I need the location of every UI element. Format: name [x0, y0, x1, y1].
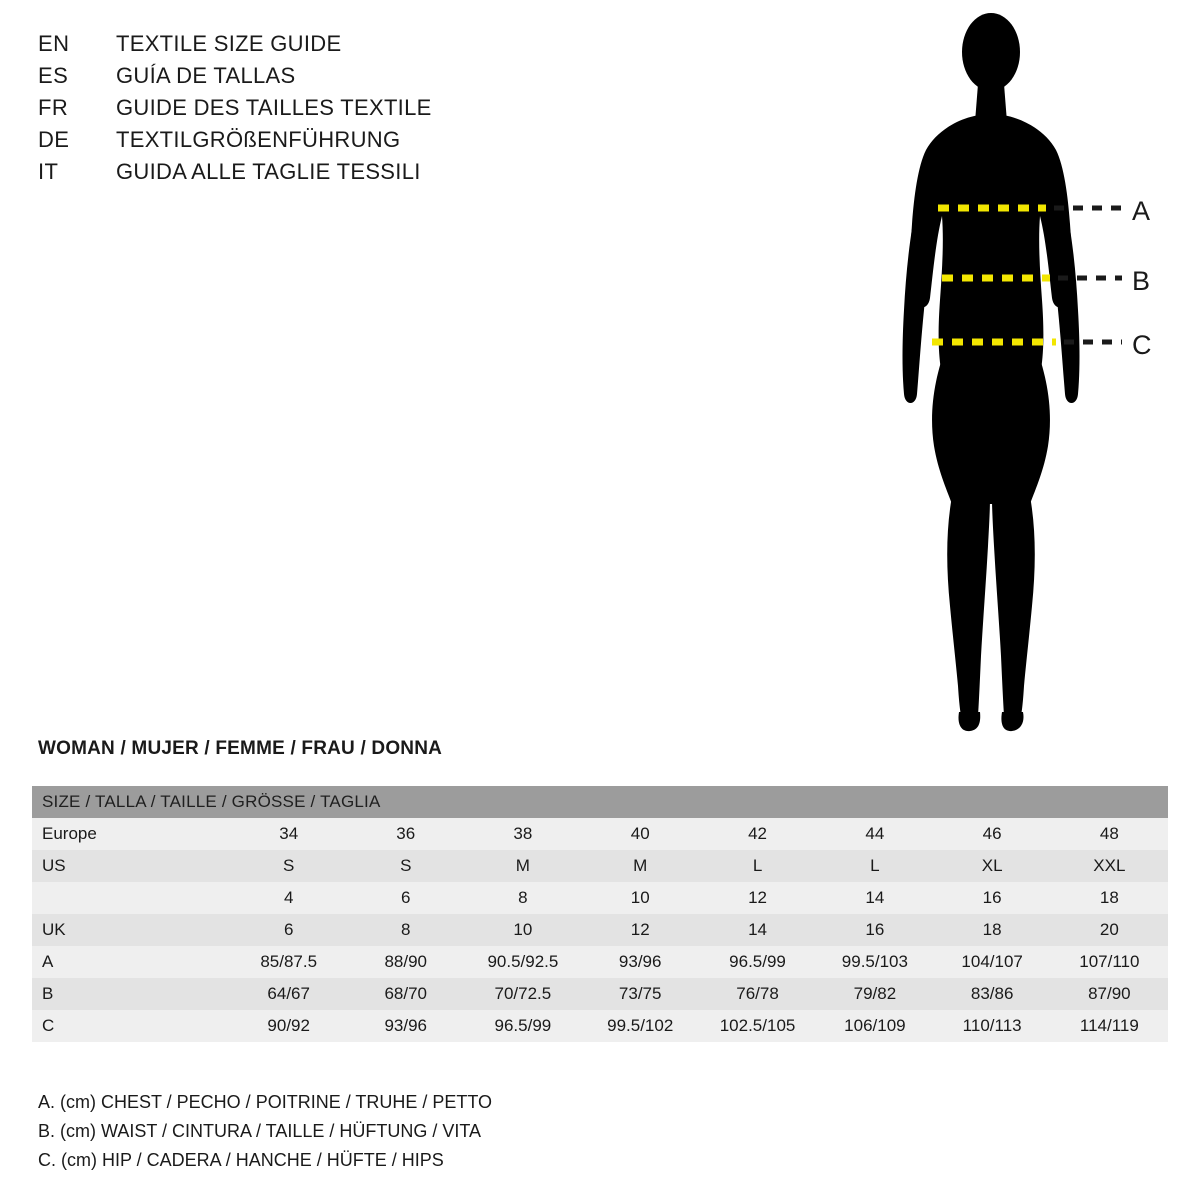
title-row-de	[38, 124, 598, 156]
cell-us-1: S	[400, 856, 412, 875]
cell-b-6: 83/86	[970, 984, 1014, 1003]
cell-a-2: 90.5/92.5	[487, 952, 559, 971]
cell-us-3: M	[633, 856, 648, 875]
title-text-it: GUIDA ALLE TAGLIE TESSILI	[116, 159, 421, 184]
measurement-legend	[38, 1088, 738, 1175]
language-code-it: IT	[38, 159, 59, 184]
table-row	[32, 850, 1168, 882]
title-text-de: TEXTILGRÖßENFÜHRUNG	[116, 127, 401, 152]
cell-uk-3: 12	[630, 920, 650, 939]
cell-c-5: 106/109	[844, 1016, 906, 1035]
cell-a-4: 96.5/99	[729, 952, 786, 971]
cell-c-1: 93/96	[384, 1016, 428, 1035]
cell-b-4: 76/78	[736, 984, 779, 1003]
cell-usnum-1: 6	[401, 888, 411, 907]
cell-uk-0: 6	[283, 920, 294, 939]
cell-a-5: 99.5/103	[841, 952, 908, 971]
cell-usnum-4: 12	[748, 888, 767, 907]
row-label-us-numeric	[32, 882, 230, 914]
language-code-de: DE	[38, 127, 70, 152]
cell-uk-2: 10	[513, 920, 533, 939]
row-label-uk: UK	[42, 920, 66, 939]
cell-europe-1: 36	[396, 824, 416, 843]
title-text-en: TEXTILE SIZE GUIDE	[116, 31, 342, 56]
female-silhouette-icon	[903, 13, 1080, 731]
legend-line-c: C. (cm) HIP / CADERA / HANCHE / HÜFTE / HIPS	[38, 1150, 444, 1170]
size-table	[32, 786, 1168, 1042]
measurement-figure	[860, 10, 1190, 750]
cell-a-3: 93/96	[618, 952, 662, 971]
table-row	[32, 946, 1168, 978]
table-row	[32, 818, 1168, 850]
cell-a-0: 85/87.5	[260, 952, 318, 971]
cell-us-2: M	[515, 856, 530, 875]
cell-uk-6: 18	[982, 920, 1002, 939]
cell-europe-3: 40	[630, 824, 650, 843]
table-row	[32, 978, 1168, 1010]
row-label-b: B	[42, 984, 54, 1003]
marker-label-a: A	[1132, 196, 1151, 226]
cell-us-5: L	[870, 856, 880, 875]
language-code-es: ES	[38, 63, 69, 88]
cell-b-0: 64/67	[267, 984, 310, 1003]
marker-label-b: B	[1132, 266, 1151, 296]
table-row	[32, 1010, 1168, 1042]
cell-uk-5: 16	[865, 920, 885, 939]
row-label-europe: Europe	[42, 824, 97, 843]
cell-usnum-7: 18	[1099, 888, 1119, 907]
row-label-us: US	[42, 856, 66, 875]
marker-label-c: C	[1132, 330, 1152, 360]
cell-usnum-0: 4	[283, 888, 294, 907]
cell-uk-7: 20	[1099, 920, 1119, 939]
title-text-es: GUÍA DE TALLAS	[116, 63, 296, 88]
cell-uk-4: 14	[748, 920, 767, 939]
cell-usnum-3: 10	[630, 888, 650, 907]
cell-usnum-6: 16	[982, 888, 1002, 907]
title-row-es	[38, 60, 598, 92]
cell-us-0: S	[283, 856, 295, 875]
language-code-fr: FR	[38, 95, 69, 120]
row-label-c: C	[42, 1016, 55, 1035]
cell-europe-4: 42	[748, 824, 767, 843]
title-text-fr: GUIDE DES TAILLES TEXTILE	[116, 95, 432, 120]
cell-europe-5: 44	[865, 824, 885, 843]
cell-us-7: XXL	[1093, 856, 1126, 875]
title-block	[38, 28, 598, 188]
table-row	[32, 882, 1168, 914]
cell-europe-6: 46	[982, 824, 1002, 843]
size-table-head	[32, 786, 1168, 818]
cell-europe-7: 48	[1099, 824, 1119, 843]
cell-europe-2: 38	[513, 824, 533, 843]
legend-line-b: B. (cm) WAIST / CINTURA / TAILLE / HÜFTUNG / VITA	[38, 1121, 482, 1141]
cell-usnum-5: 14	[865, 888, 885, 907]
row-label-a: A	[42, 952, 54, 971]
cell-usnum-2: 8	[518, 888, 528, 907]
cell-b-1: 68/70	[384, 984, 428, 1003]
cell-a-7: 107/110	[1079, 952, 1140, 971]
table-row	[32, 914, 1168, 946]
language-code-en: EN	[38, 31, 70, 56]
cell-uk-1: 8	[401, 920, 411, 939]
cell-c-3: 99.5/102	[607, 1016, 674, 1035]
section-label-woman: WOMAN / MUJER / FEMME / FRAU / DONNA	[38, 738, 443, 759]
size-table-header-label: SIZE / TALLA / TAILLE / GRÖSSE / TAGLIA	[32, 786, 1168, 818]
cell-b-5: 79/82	[853, 984, 897, 1003]
cell-c-2: 96.5/99	[494, 1016, 552, 1035]
title-row-it	[38, 156, 598, 188]
cell-c-6: 110/113	[962, 1016, 1022, 1035]
cell-b-7: 87/90	[1088, 984, 1131, 1003]
cell-a-6: 104/107	[961, 952, 1023, 971]
cell-b-3: 73/75	[618, 984, 662, 1003]
title-row-fr	[38, 92, 598, 124]
legend-line-a: A. (cm) CHEST / PECHO / POITRINE / TRUHE / PETTO	[38, 1092, 493, 1112]
table-header-row	[32, 786, 1168, 818]
cell-us-6: XL	[981, 856, 1003, 875]
title-row-en	[38, 28, 598, 60]
cell-c-0: 90/92	[267, 1016, 310, 1035]
cell-europe-0: 34	[279, 824, 299, 843]
cell-a-1: 88/90	[384, 952, 428, 971]
size-table-body	[32, 818, 1168, 1042]
cell-b-2: 70/72.5	[494, 984, 552, 1003]
cell-us-4: L	[752, 856, 763, 875]
cell-c-7: 114/119	[1079, 1016, 1139, 1035]
cell-c-4: 102.5/105	[719, 1016, 796, 1035]
